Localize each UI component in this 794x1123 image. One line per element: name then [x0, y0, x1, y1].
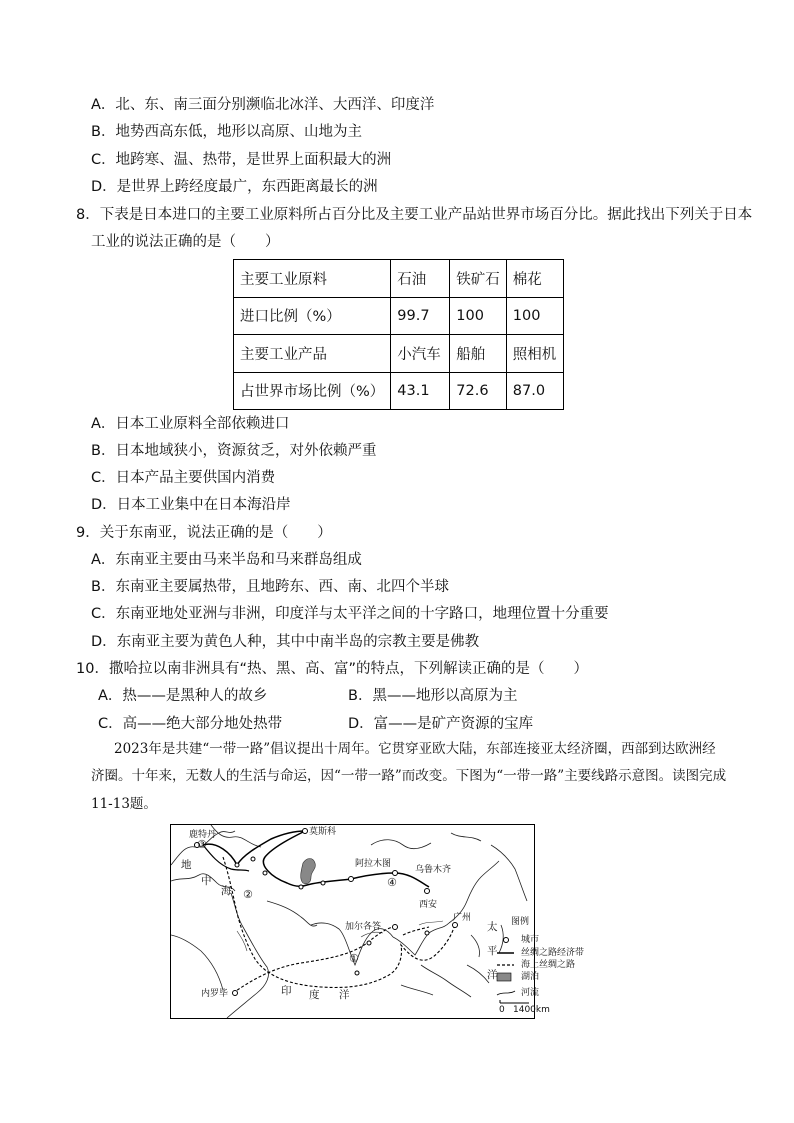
q9-option-d: D．东南亚主要为黄色人种，其中中南半岛的宗教主要是佛教	[91, 634, 480, 650]
map-label-pacific-1: 太	[487, 921, 498, 933]
table-cell: 棉花	[506, 260, 563, 298]
map-label-xian: 西安	[419, 900, 438, 910]
table-cell: 72.6	[450, 372, 507, 410]
japan-industry-table	[233, 259, 564, 410]
table-row	[234, 297, 564, 335]
table-cell: 主要工业产品	[234, 335, 391, 373]
map-label-ocean-3: 洋	[339, 989, 350, 1001]
legend-lake: 湖泊	[521, 972, 540, 982]
scale-zero: 0	[499, 1005, 505, 1015]
q10-option-b: B．黑——地形以高原为主	[348, 688, 518, 704]
table-row	[234, 335, 564, 373]
map-label-sea-3: 海	[221, 885, 232, 897]
map-label-kolkata: 加尔各答	[345, 922, 382, 932]
city-moscow-marker	[303, 829, 308, 834]
map-label-nairobi: 内罗毕	[201, 989, 229, 999]
map-marker-1: ①	[349, 952, 359, 965]
q8-option-b: B．日本地域狭小，资源贫乏，对外依赖严重	[91, 443, 377, 459]
legend-river: 河流	[521, 988, 540, 998]
map-label-sea-2: 中	[201, 875, 212, 887]
table-row	[234, 260, 564, 298]
q8-stem-line1: 8．下表是日本进口的主要工业原料所占百分比及主要工业产品站世界市场百分比。据此找出下列关于日本	[76, 207, 753, 223]
intro-line3: 11-13题。	[91, 796, 157, 812]
scale-label: 1400km	[513, 1005, 550, 1015]
table-cell: 照相机	[506, 335, 563, 373]
table-cell: 石油	[391, 260, 450, 298]
map-label-pacific-3: 洋	[487, 969, 498, 981]
maritime-silk-road-line	[223, 857, 455, 988]
q9-option-a: A．东南亚主要由马来半岛和马来群岛组成	[91, 552, 362, 568]
legend-title: 图例	[511, 917, 530, 927]
q8-option-c: C．日本产品主要供国内消费	[91, 470, 276, 486]
lake-shape	[301, 859, 316, 884]
q8-option-d: D．日本工业集中在日本海沿岸	[91, 497, 291, 513]
legend-maritime: 海上丝绸之路	[521, 960, 576, 970]
city-urumqi-marker	[393, 871, 398, 876]
q10-option-c: C．高——绝大部分地处热带	[98, 716, 283, 732]
q8-stem-line2: 工业的说法正确的是（ ）	[91, 234, 280, 250]
city-xian-marker	[425, 889, 430, 894]
q7-option-b: B．地势西高东低，地形以高原、山地为主	[91, 124, 362, 140]
map-label-guangzhou: 广州	[453, 913, 472, 923]
q7-option-d: D．是世界上跨经度最广，东西距离最长的洲	[91, 179, 378, 195]
map-label-moscow: 莫斯科	[309, 827, 337, 837]
q7-option-c: C．地跨寒、温、热带，是世界上面积最大的洲	[91, 152, 392, 168]
map-label-sea-1: 地	[181, 859, 192, 871]
table-cell: 船舶	[450, 335, 507, 373]
table-cell: 99.7	[391, 297, 450, 335]
legend-city: 城市	[521, 935, 540, 945]
map-marker-2: ②	[243, 888, 253, 901]
intro-line1: 2023年是共建“一带一路”倡议提出十周年。它贯穿亚欧大陆，东部连接亚太经济圈，西部到达欧洲经	[114, 741, 716, 757]
table-cell: 铁矿石	[450, 260, 507, 298]
q7-option-a: A．北、东、南三面分别濒临北冰洋、大西洋、印度洋	[91, 97, 435, 113]
map-label-almaty: 阿拉木图	[355, 859, 392, 869]
q10-option-a: A．热——是黑种人的故乡	[98, 688, 268, 704]
table-cell: 主要工业原料	[234, 260, 391, 298]
map-marker-4: ④	[387, 876, 397, 889]
city-nairobi-marker	[233, 991, 238, 996]
belt-and-road-map	[170, 824, 585, 1019]
q8-option-a: A．日本工业原料全部依赖进口	[91, 416, 290, 432]
city-almaty-marker	[349, 877, 354, 882]
table-cell: 进口比例（%）	[234, 297, 391, 335]
table-cell: 43.1	[391, 372, 450, 410]
city-kolkata-marker	[393, 925, 398, 930]
table-row	[234, 372, 564, 410]
table-cell: 100	[506, 297, 563, 335]
intro-line2: 济圈。十年来，无数人的生活与命运，因“一带一路”而改变。下图为“一带一路”主要线路示意图。读图完成	[91, 768, 727, 784]
table-cell: 小汽车	[391, 335, 450, 373]
map-label-ocean-2: 度	[309, 989, 320, 1001]
table-cell: 100	[450, 297, 507, 335]
legend-silk-belt: 丝绸之路经济带	[521, 948, 585, 958]
city-guangzhou-marker	[453, 923, 458, 928]
q10-option-d: D．富——是矿产资源的宝库	[348, 716, 534, 732]
map-label-pacific-2: 平	[487, 945, 498, 957]
map-label-rotterdam: 鹿特丹	[189, 830, 217, 840]
table-cell: 87.0	[506, 372, 563, 410]
q9-stem: 9．关于东南亚，说法正确的是（ ）	[76, 525, 332, 541]
map-label-ocean-1: 印	[281, 985, 292, 997]
q9-option-c: C．东南亚地处亚洲与非洲，印度洋与太平洋之间的十字路口，地理位置十分重要	[91, 606, 609, 622]
q10-stem: 10．撒哈拉以南非洲具有“热、黑、高、富”的特点，下列解读正确的是（ ）	[76, 661, 588, 677]
q9-option-b: B．东南亚主要属热带，且地跨东、西、南、北四个半球	[91, 579, 449, 595]
map-marker-3: ③	[197, 838, 207, 851]
table-cell: 占世界市场比例（%）	[234, 372, 391, 410]
map-label-urumqi: 乌鲁木齐	[415, 865, 452, 875]
